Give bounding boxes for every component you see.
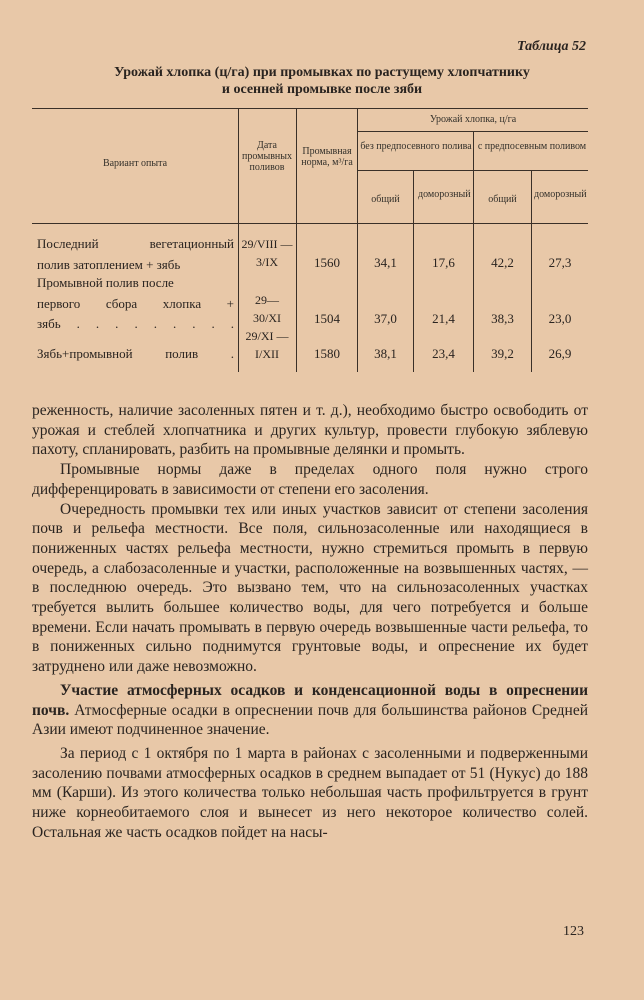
header-variant: Вариант опыта	[102, 158, 168, 169]
section-heading: Участие атмосферных осадков и конденсационной воды в опреснении почв.	[32, 681, 588, 719]
header-domoroz: доморозный	[534, 189, 587, 200]
header-date: Дата промывных поливов	[242, 140, 292, 173]
table-title-line1: Урожай хлопка (ц/га) при промывках по растущему хлопчатнику	[114, 65, 530, 80]
page-number: 123	[563, 924, 584, 939]
value-cell: 38,1	[374, 346, 397, 361]
norm-cell: 1580	[314, 346, 340, 361]
col-divider	[473, 131, 474, 372]
row-label	[37, 234, 234, 275]
value-cell: 42,2	[491, 255, 514, 270]
table-top-rule	[32, 108, 588, 109]
row-label-line: Зябь+промывной полив .	[37, 346, 234, 361]
row-label-line: первого сбора хлопка +	[37, 295, 234, 311]
col-divider	[357, 108, 358, 372]
paragraph: Очередность промывки тех или иных участков зависит от степени засоления почв и рельефа местности. Все поля, сильнозасоленные или находящиеся в пониженных частях рельефа местности, нужно стремиться промыть в первую очередь, а слабозасоленные и участки, расположенные на возвышенных частях, — в последнюю очередь. Это вызвано тем, что на сильнозасоленных участках требуется вылить большее количество воды, для чего потребуется и больше времени. Если начать промывать в первую очередь возвышенные части рельефа, то в пониженных сильно поднимутся грунтовые воды, и опреснение их будет затруднено или даже невозможно.	[32, 500, 588, 676]
norm-cell: 1504	[314, 311, 340, 326]
row-label	[37, 273, 234, 335]
value-cell: 23,4	[432, 346, 455, 361]
date-cell: 3/IX	[256, 255, 278, 269]
value-cell: 34,1	[374, 255, 397, 270]
date-cell: 29—	[255, 293, 279, 307]
date-cell: 29/VIII —	[241, 237, 293, 251]
col-divider	[296, 108, 297, 372]
header-with-preseeding: с предпосевным поливом	[477, 141, 587, 152]
value-cell: 17,6	[432, 255, 455, 270]
row-label-line: полив затоплением + зябь	[37, 256, 181, 272]
table-label: Таблица 52	[517, 39, 586, 54]
value-cell: 39,2	[491, 346, 514, 361]
row-label-line: Последний вегетационный	[37, 236, 234, 251]
value-cell: 21,4	[432, 311, 455, 326]
header-yield: Урожай хлопка, ц/га	[429, 114, 517, 125]
norm-cell: 1560	[314, 255, 340, 270]
header-total: общий	[488, 194, 517, 205]
body-text	[32, 401, 588, 842]
value-cell: 27,3	[548, 255, 572, 270]
col-divider	[413, 170, 414, 372]
value-cell: 38,3	[491, 311, 514, 326]
date-cell: I/XII	[255, 347, 279, 361]
paragraph: Промывные нормы даже в пределах одного поля нужно строго дифференцировать в зависимости от степени его засоления.	[32, 461, 588, 498]
header-without-preseeding: без предпосевного полива	[360, 141, 472, 152]
row-label-line: Промывной полив после	[37, 275, 174, 290]
paragraph: реженность, наличие засоленных пятен и т. д.), необходимо быстро освободить от урожая и стеблей хлопчатника и других культур, провести глубокую зяблевую пахоту, спланировать, разбить на промывные делянки и промыть.	[32, 402, 588, 459]
table-title-line2: и осенней промывке после зяби	[221, 82, 423, 97]
value-cell: 37,0	[374, 311, 397, 326]
table-title	[40, 64, 604, 98]
header-bottom-rule	[32, 223, 588, 224]
header-norm: Промывная норма, м³/га	[301, 146, 353, 168]
section-text: Атмосферные осадки в опреснении почв для большинства районов Средней Азии имеют подчиненное значение.	[32, 701, 588, 739]
value-cell: 26,9	[548, 346, 572, 361]
header-domoroz: доморозный	[418, 189, 471, 200]
section-paragraph	[32, 681, 588, 740]
header-total: общий	[371, 194, 400, 205]
value-cell: 23,0	[548, 311, 572, 326]
row-label-line: зябь . . . . . . . . .	[37, 316, 234, 331]
col-divider	[531, 170, 532, 372]
date-cell: 30/XI	[253, 311, 281, 325]
row-label	[37, 344, 234, 365]
date-cell: 29/XI —	[245, 329, 289, 343]
paragraph: За период с 1 октября по 1 марта в районах с засоленными и подверженными засолению почвами атмосферных осадков в среднем выпадает от 51 (Нукус) до 188 мм (Карши). Из этого количества только небольшая часть профильтруется в грунт ниже корнеобитаемого слоя и вынесет из него некоторое количество солей. Остальная же часть осадков пойдет на насы-	[32, 744, 588, 841]
